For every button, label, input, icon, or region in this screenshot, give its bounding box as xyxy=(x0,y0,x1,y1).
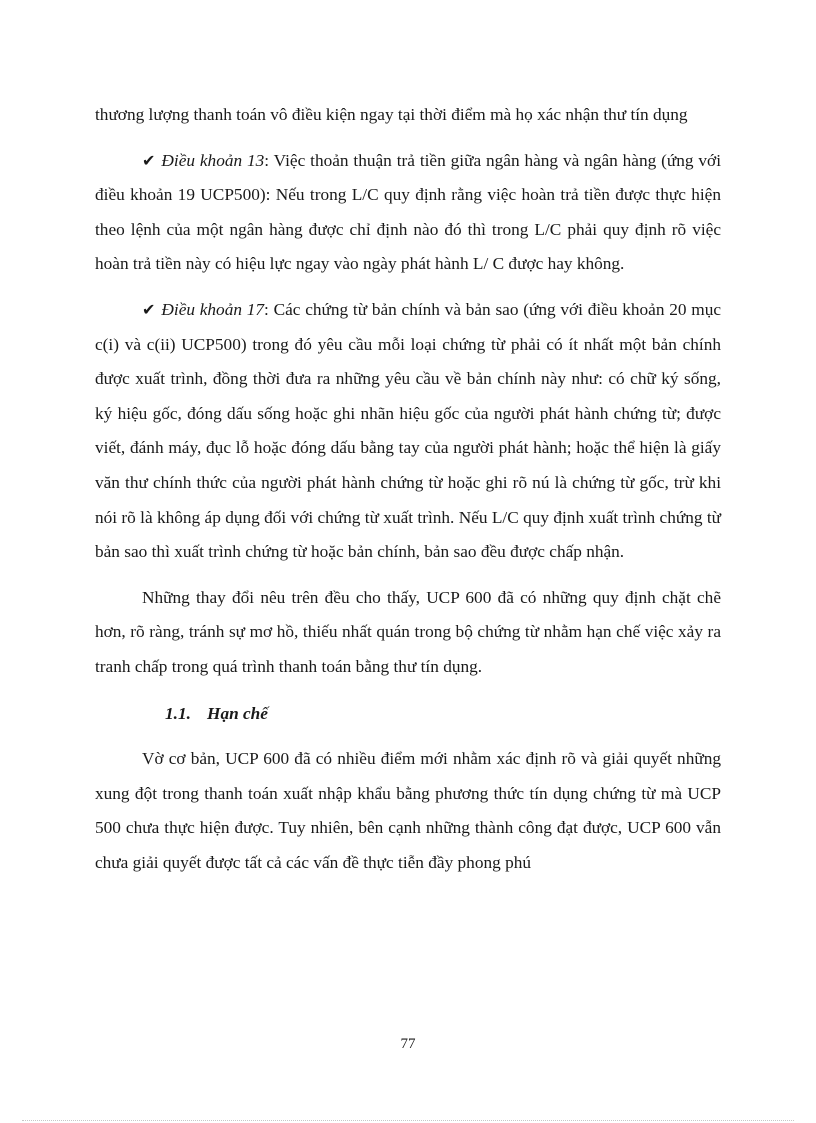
checkmark-icon: ✔ xyxy=(142,299,156,319)
paragraph-limitations: Vờ cơ bản, UCP 600 đã có nhiều điểm mới nhằm xác định rõ và giải quyết những xung đột trong thanh toán xuất nhập khẩu bằng phương thức tín dụng chứng từ mà UCP 500 chưa thực hiện được. Tuy nhiên, bên cạnh những thành công đạt được, UCP 600 vẫn chưa giải quyết được tất cả các vấn đề thực tiễn đầy phong phú xyxy=(95,749,721,872)
clause-text: : Việc thoản thuận trả tiền giữa ngân hàng và ngân hàng (ứng với điều khoản 19 UCP500): Nếu trong L/C quy định rằng việc hoàn trả tiền được thực hiện theo lệnh của một ngân hàng được chỉ định nào đó thì trong L/C phải quy định rõ việc hoàn trả tiền này có hiệu lực ngay vào ngày phát hành L/ C được hay không. xyxy=(95,150,721,274)
paragraph-continuation: thương lượng thanh toán vô điều kiện ngay tại thời điểm mà họ xác nhận thư tín dụng xyxy=(95,105,688,124)
clause-text: : Các chứng từ bản chính và bản sao (ứng với điều khoản 20 mục c(i) và c(ii) UCP500) trong đó yêu cầu mỗi loại chứng từ phải có ít nhất một bản chính được xuất trình, đồng thời đưa ra những yêu cầu về bản chính này như: có chữ ký sống, ký hiệu gốc, đóng dấu sống hoặc ghi nhãn hiệu gốc của người phát hành chứng từ; được viết, đánh máy, đục lỗ hoặc đóng dấu bằng tay của người phát hành; hoặc thể hiện là giấy văn thư chính thức của người phát hành chứng từ hoặc ghi rõ nú là chứng từ gốc, trừ khi nói rõ là không áp dụng đối với chứng từ xuất trình. Nếu L/C quy định xuất trình chứng từ bản sao thì xuất trình chứng từ hoặc bản chính, bản sao đều được chấp nhận. xyxy=(95,299,721,562)
footer-divider xyxy=(22,1120,794,1121)
clause-title: Điều khoản 13 xyxy=(161,150,265,170)
bullet-dieu-khoan-13 xyxy=(95,144,721,282)
section-title: Hạn chế xyxy=(207,703,268,723)
paragraph-summary: Những thay đổi nêu trên đều cho thấy, UCP 600 đã có những quy định chặt chẽ hơn, rõ ràng, tránh sự mơ hồ, thiếu nhất quán trong bộ chứng từ nhằm hạn chế việc xảy ra tranh chấp trong quá trình thanh toán bằng thư tín dụng. xyxy=(95,587,721,676)
document-page xyxy=(95,98,721,880)
page-number: 77 xyxy=(400,1036,416,1052)
bullet-dieu-khoan-17 xyxy=(95,293,721,570)
section-number: 1.1. xyxy=(165,703,191,723)
checkmark-icon: ✔ xyxy=(142,150,156,170)
section-heading xyxy=(95,697,721,732)
clause-title: Điều khoản 17 xyxy=(161,299,265,319)
